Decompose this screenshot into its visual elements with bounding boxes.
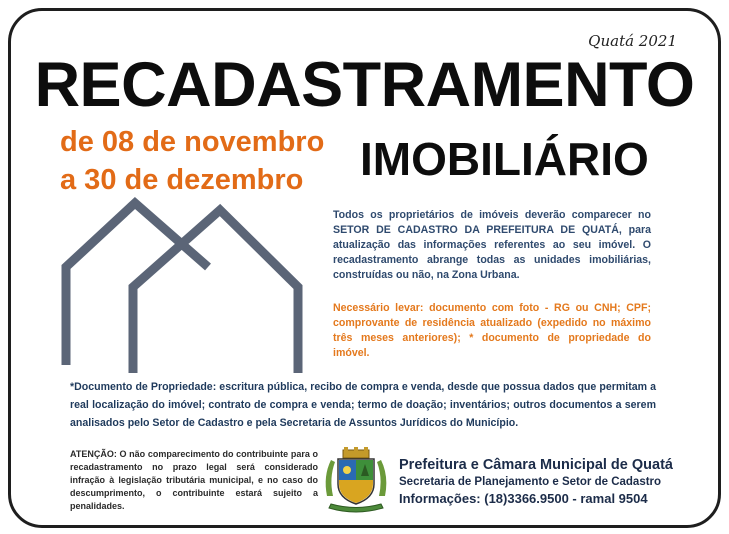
date-range <box>60 123 360 199</box>
contact-phone: Informações: (18)3366.9500 - ramal 9504 <box>399 491 648 506</box>
house-outline-icon <box>58 195 326 373</box>
date-range-line-2: a 30 de dezembro <box>60 164 304 196</box>
coat-of-arms-icon <box>323 446 389 516</box>
attention-notice: ATENÇÃO: O não comparecimento do contribuinte para o recadastramento no prazo legal será considerado infração à legislação tributária municipal, e no caso do descumprimento, o contribuinte estará sujeito a penalidades. <box>70 449 318 511</box>
date-range-line-1: de 08 de novembro <box>60 126 325 158</box>
page-subtitle: IMOBILIÁRIO <box>360 133 649 185</box>
year-label: Quatá 2021 <box>588 32 677 50</box>
main-paragraph: Todos os proprietários de imóveis deverão comparecer no SETOR DE CADASTRO DA PREFEITURA DE QUATÁ, para atualização das informações referentes ao seu imóvel. O recadastramento abrange todas as unidades imobiliárias, construídas ou não, na Zona Urbana. <box>333 209 651 281</box>
page-title: RECADASTRAMENTO <box>34 50 695 120</box>
contact-block <box>399 456 673 508</box>
requirements-paragraph: Necessário levar: documento com foto - RG ou CNH; CPF; comprovante de residência atualizado (expedido no máximo três meses anteriores); * documento de propriedade do imóvel. <box>333 302 651 359</box>
property-documents-paragraph: *Documento de Propriedade: escritura pública, recibo de compra e venda, desde que possua dados que permitam a real localização do imóvel; contrato de compra e venda; termo de doação; inventários; outros documentos a serem analisados pelo Setor de Cadastro e pela Secretaria de Assuntos Jurídicos do Município. <box>70 381 656 429</box>
contact-department: Secretaria de Planejamento e Setor de Cadastro <box>399 476 662 488</box>
front-house-outline <box>133 210 298 373</box>
contact-institution: Prefeitura e Câmara Municipal de Quatá <box>399 457 673 473</box>
